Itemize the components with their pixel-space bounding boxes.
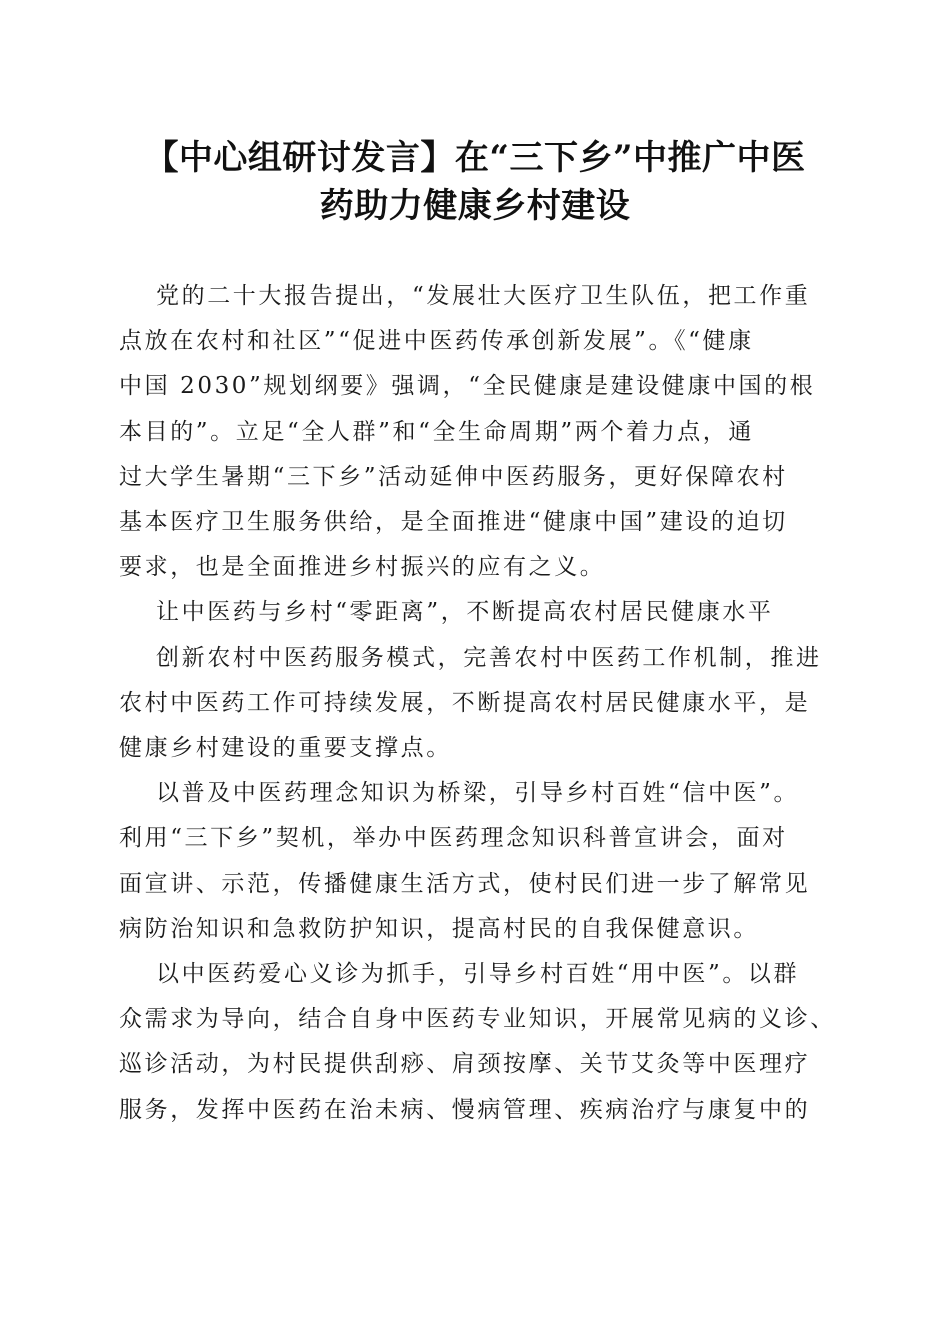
paragraph-4: [119, 771, 824, 952]
paragraph-line: 利用“三下乡”契机，举办中医药理念知识科普宣讲会，面对: [119, 825, 788, 852]
paragraph-line: 以中医药爱心义诊为抓手，引导乡村百姓“用中医”。以群: [156, 961, 800, 988]
title-line: 药助力健康乡村建设: [319, 186, 631, 226]
paragraph-line: 点放在农村和社区”“促进中医药传承创新发展”。《“健康: [119, 328, 754, 355]
paragraph-line: 健康乡村建设的重要支撑点。: [119, 735, 452, 762]
paragraph-line: 以普及中医药理念知识为桥梁，引导乡村百姓“信中医”。: [156, 780, 800, 807]
document-title: [100, 134, 850, 230]
paragraph-line: 服务，发挥中医药在治未病、慢病管理、疾病治疗与康复中的: [119, 1096, 811, 1123]
section-heading: [119, 590, 824, 635]
paragraph-line: 农村中医药工作可持续发展，不断提高农村居民健康水平，是: [119, 689, 811, 716]
paragraph-line: 面宣讲、示范，传播健康生活方式，使村民们进一步了解常见: [119, 870, 811, 897]
paragraph-line: 创新农村中医药服务模式，完善农村中医药工作机制，推进: [156, 644, 822, 671]
paragraph-5: [119, 952, 836, 1133]
paragraph-line: 本目的”。立足“全人群”和“全生命周期”两个着力点，通: [119, 418, 754, 445]
paragraph-1: [119, 274, 824, 590]
paragraph-line: 中国 2030”规划纲要》强调，“全民健康是建设健康中国的根: [119, 373, 816, 400]
paragraph-line: 过大学生暑期“三下乡”活动延伸中医药服务，更好保障农村: [119, 463, 788, 490]
document-body: [119, 274, 836, 1133]
paragraph-line: 党的二十大报告提出，“发展壮大医疗卫生队伍，把工作重: [156, 283, 811, 309]
paragraph-3: [119, 636, 824, 772]
paragraph-line: 要求，也是全面推进乡村振兴的应有之义。: [119, 554, 606, 581]
paragraph-line: 病防治知识和急救防护知识，提高村民的自我保健意识。: [119, 915, 759, 942]
paragraph-line: 众需求为导向，结合自身中医药专业知识，开展常见病的义诊、: [119, 1006, 836, 1033]
title-line: 【中心组研讨发言】在“三下乡”中推广中医: [144, 138, 806, 178]
paragraph-line: 让中医药与乡村“零距离”，不断提高农村居民健康水平: [156, 599, 774, 626]
paragraph-line: 基本医疗卫生服务供给，是全面推进“健康中国”建设的迫切: [119, 509, 788, 536]
paragraph-line: 巡诊活动，为村民提供刮痧、肩颈按摩、关节艾灸等中医理疗: [119, 1051, 811, 1078]
